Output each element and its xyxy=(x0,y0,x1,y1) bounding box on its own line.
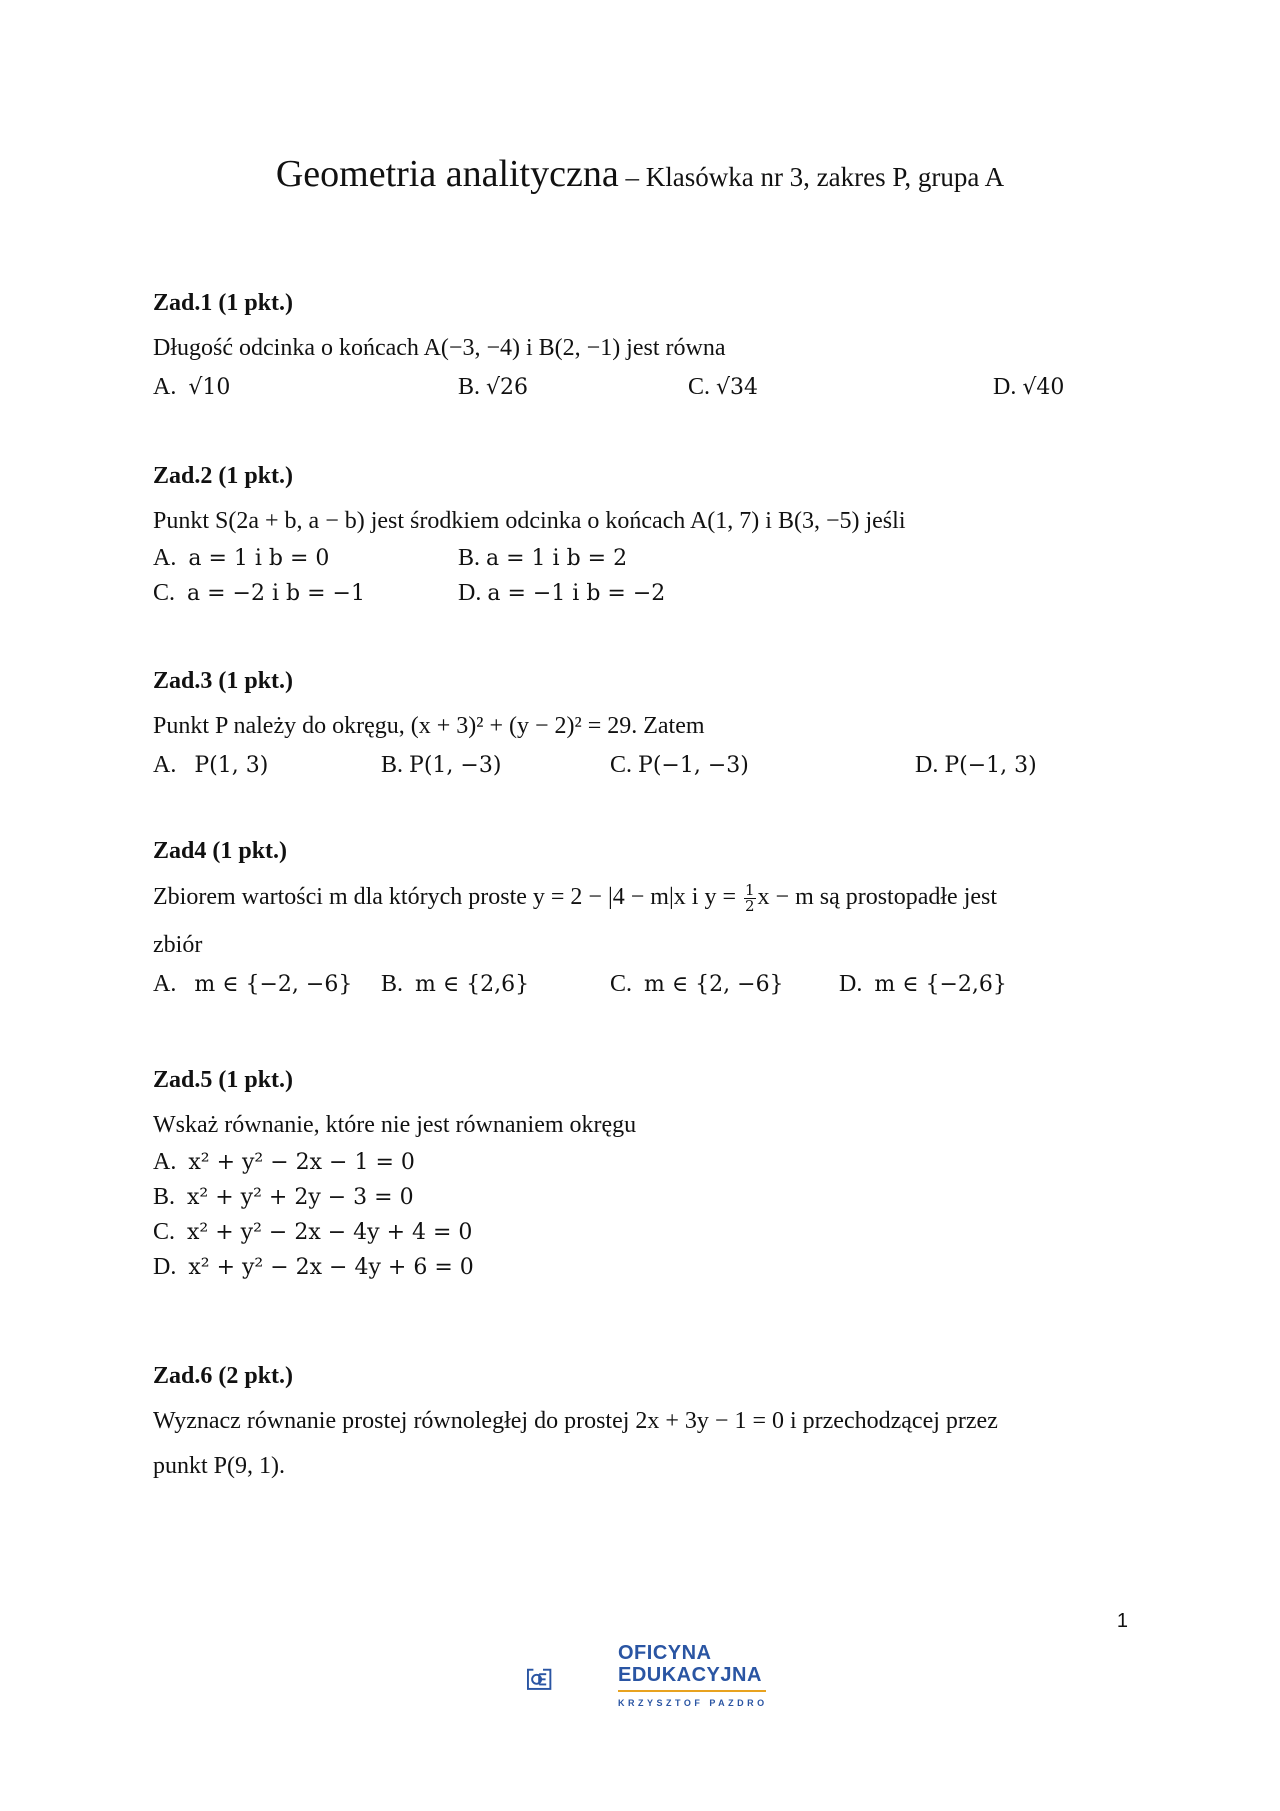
task-heading: Zad.1 (1 pkt.) xyxy=(153,290,294,316)
publisher-logo-text xyxy=(618,1642,768,1708)
option-b: B. √26 xyxy=(458,374,529,400)
page-title xyxy=(0,152,1280,196)
option-b: B. x² + y² + 2y − 3 = 0 xyxy=(153,1184,414,1210)
task-1 xyxy=(153,290,1153,409)
options-row xyxy=(153,971,1153,1006)
task-text: Wskaż równanie, które nie jest równaniem okręgu xyxy=(153,1112,637,1138)
option-a: A. x² + y² − 2x − 1 = 0 xyxy=(153,1149,415,1175)
task-heading: Zad.3 (1 pkt.) xyxy=(153,668,294,694)
option-a: A. m ∈ {−2, −6} xyxy=(153,971,353,997)
publisher-logo-icon xyxy=(527,1644,607,1714)
option-a: A. P(1, 3) xyxy=(153,752,269,778)
task-text: Punkt S(2a + b, a − b) jest środkiem odcinka o końcach A(1, 7) i B(3, −5) jeśli xyxy=(153,508,906,534)
logo-divider xyxy=(618,1690,766,1692)
option-d: D. √40 xyxy=(993,374,1065,400)
option-c: C. √34 xyxy=(688,374,759,400)
fraction: $\frac{1}{2}$ xyxy=(744,881,755,915)
options-row xyxy=(153,545,1153,580)
task-heading: Zad4 (1 pkt.) xyxy=(153,838,288,864)
option-c: C. x² + y² − 2x − 4y + 4 = 0 xyxy=(153,1219,473,1245)
task-5 xyxy=(153,1067,1153,1289)
option-d: D. P(−1, 3) xyxy=(915,752,1037,778)
option-c: C. m ∈ {2, −6} xyxy=(610,971,784,997)
task-text: Punkt P należy do okręgu, (x + 3)² + (y − 2)² = 29. Zatem xyxy=(153,713,705,739)
task-text-continued: punkt P(9, 1). xyxy=(153,1453,285,1479)
logo-line-2: EDUKACYJNA xyxy=(618,1664,762,1686)
task-heading: Zad.2 (1 pkt.) xyxy=(153,463,294,489)
task-6 xyxy=(153,1363,1153,1480)
option-b: B. m ∈ {2,6} xyxy=(381,971,530,997)
options-row xyxy=(153,580,1153,615)
option-a: A. a = 1 i b = 0 xyxy=(153,545,330,571)
option-b: B. P(1, −3) xyxy=(381,752,502,778)
task-text: Zbiorem wartości m dla których proste y = 2 − |4 − m|x i y = $\frac{1}{2}$ x − m są prostopadłe jest xyxy=(153,881,998,915)
task-2 xyxy=(153,463,1153,615)
logo-line-3: KRZYSZTOF PAZDRO xyxy=(618,1698,768,1708)
task-3 xyxy=(153,668,1153,787)
task-4 xyxy=(153,838,1153,1006)
task-text: Długość odcinka o końcach A(−3, −4) i B(2, −1) jest równa xyxy=(153,335,726,361)
task-heading: Zad.5 (1 pkt.) xyxy=(153,1067,294,1093)
option-c: C. a = −2 i b = −1 xyxy=(153,580,365,606)
title-main: Geometria analityczna xyxy=(275,153,619,195)
task-text-continued: zbiór xyxy=(153,932,203,958)
options-row xyxy=(153,374,1153,409)
options-row xyxy=(153,752,1153,787)
option-c: C. P(−1, −3) xyxy=(610,752,749,778)
option-a: A. √10 xyxy=(153,374,231,400)
page-number: 1 xyxy=(1116,1610,1128,1632)
task-heading: Zad.6 (2 pkt.) xyxy=(153,1363,294,1389)
option-d: D. m ∈ {−2,6} xyxy=(839,971,1007,997)
option-b: B. a = 1 i b = 2 xyxy=(458,545,628,571)
options-list xyxy=(153,1149,1153,1289)
task-text: Wyznacz równanie prostej równoległej do prostej 2x + 3y − 1 = 0 i przechodzącej przez xyxy=(153,1408,998,1434)
option-d: D. x² + y² − 2x − 4y + 6 = 0 xyxy=(153,1254,474,1280)
logo-line-1: OFICYNA xyxy=(618,1642,712,1664)
title-subtitle: – Klasówka nr 3, zakres P, grupa A xyxy=(618,162,1005,192)
option-d: D. a = −1 i b = −2 xyxy=(458,580,666,606)
